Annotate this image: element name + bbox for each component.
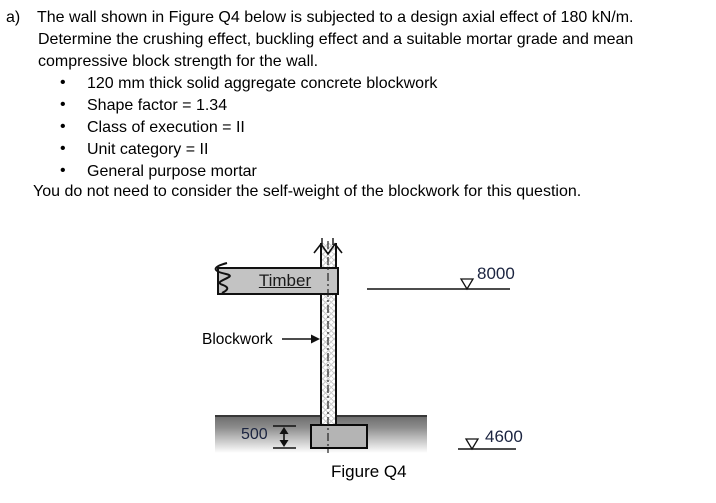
bullet-dot: •	[60, 74, 66, 91]
bullet-item	[60, 139, 209, 161]
bullet-text: Shape factor = 1.34	[87, 97, 228, 114]
question-text-1: The wall shown in Figure Q4 below is subjected to a design axial effect of 180 kN/m.	[37, 9, 634, 26]
bullet-dot: •	[60, 96, 66, 113]
bullet-item	[60, 117, 245, 139]
bullet-item	[60, 95, 228, 117]
bullet-dot: •	[60, 162, 66, 179]
bullet-text: General purpose mortar	[87, 163, 257, 180]
question-label: a)	[6, 9, 21, 26]
ground-level-value: 4600	[485, 427, 523, 446]
question-text-3: compressive block strength for the wall.	[38, 53, 319, 70]
bullet-dot: •	[60, 118, 66, 135]
question-note: You do not need to consider the self-weight of the blockwork for this question.	[33, 183, 582, 200]
blockwork-label: Blockwork	[202, 331, 273, 348]
footing-depth-value: 500	[241, 426, 268, 443]
timber-label: Timber	[258, 271, 312, 290]
blockwork-arrowhead-icon	[311, 335, 320, 344]
bullet-item	[60, 161, 257, 183]
level-triangle-4600-icon	[466, 439, 478, 449]
question-line	[6, 7, 633, 29]
level-triangle-8000-icon	[461, 279, 473, 289]
bullet-dot: •	[60, 140, 66, 157]
bullet-text: Class of execution = II	[87, 119, 245, 136]
bullet-item	[60, 73, 438, 95]
figure-caption: Figure Q4	[331, 462, 407, 481]
bullet-text: 120 mm thick solid aggregate concrete blockwork	[87, 75, 438, 92]
timber-beam	[217, 267, 339, 295]
bullet-text: Unit category = II	[87, 141, 209, 158]
question-text-2: Determine the crushing effect, buckling effect and a suitable mortar grade and mean	[38, 31, 634, 48]
top-level-value: 8000	[477, 264, 515, 283]
footing	[310, 424, 368, 449]
